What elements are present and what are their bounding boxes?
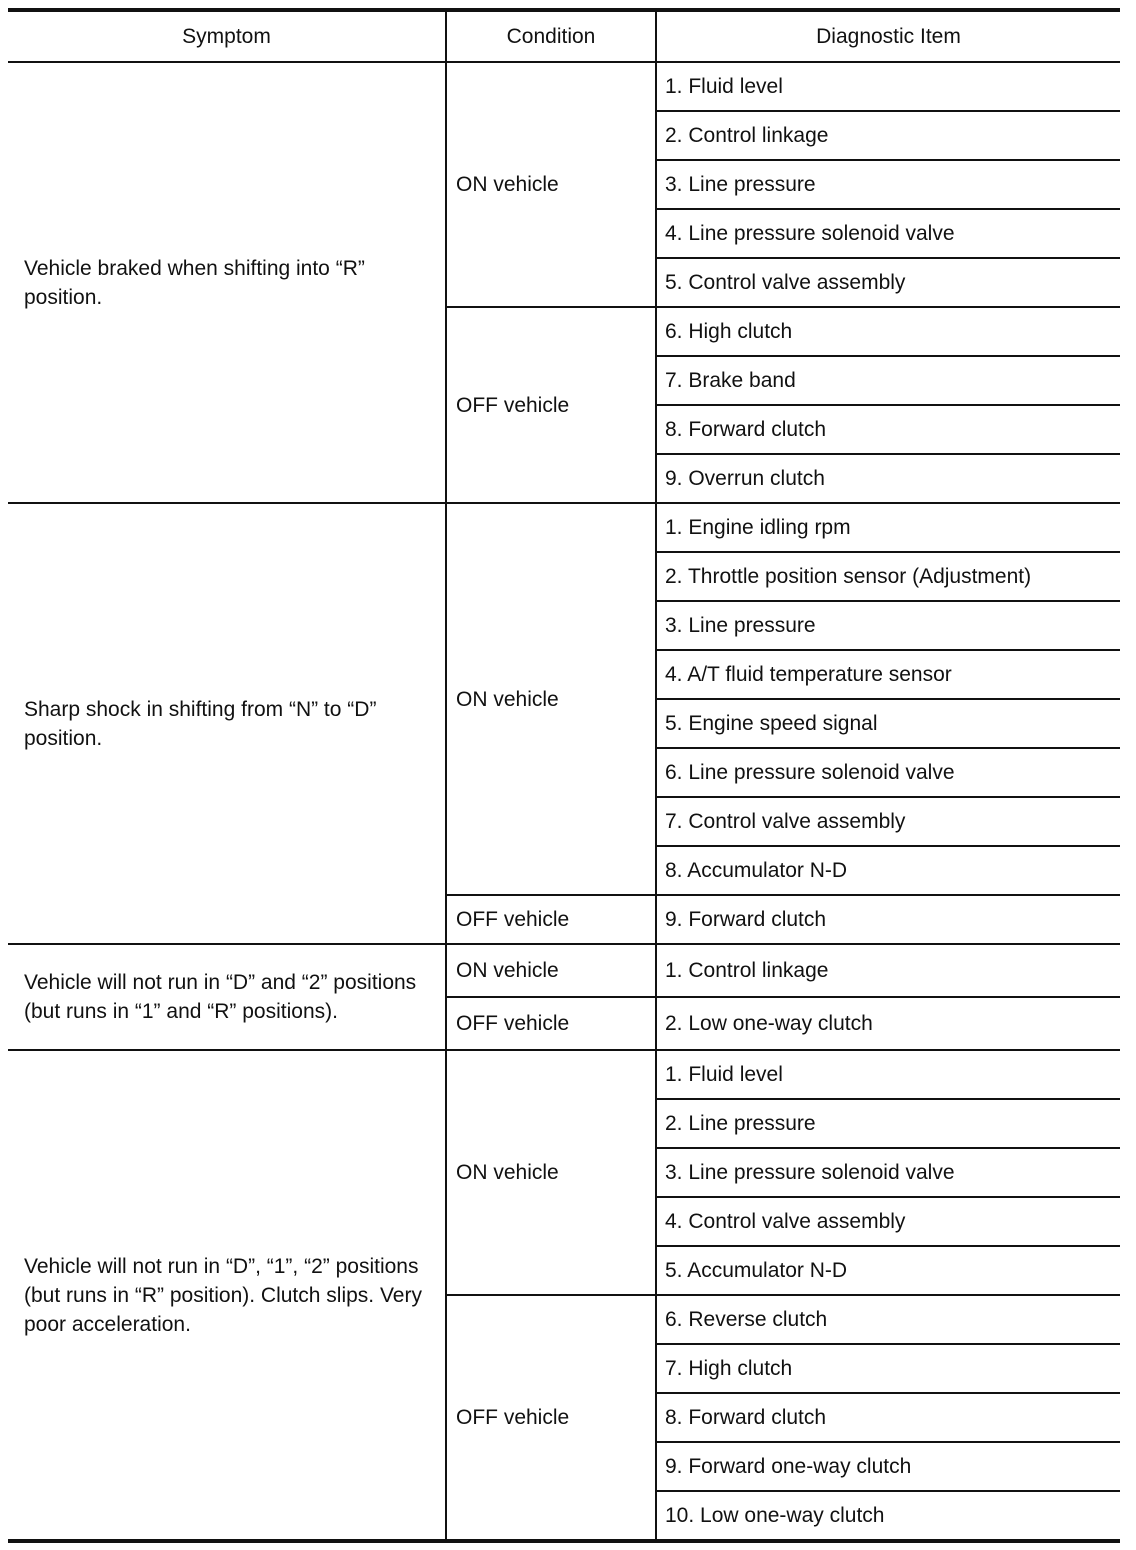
diagnostic-item: 2. Control linkage xyxy=(656,111,1120,160)
diagnostic-item: 9. Overrun clutch xyxy=(656,454,1120,503)
condition-cell: ON vehicle xyxy=(446,944,656,997)
diagnostic-item: 1. Control linkage xyxy=(656,944,1120,997)
condition-cell: OFF vehicle xyxy=(446,895,656,944)
diagnostic-item: 3. Line pressure xyxy=(656,601,1120,650)
diagnostic-item: 1. Fluid level xyxy=(656,1050,1120,1099)
diagnostic-item: 4. Control valve assembly xyxy=(656,1197,1120,1246)
diagnostic-item: 8. Forward clutch xyxy=(656,1393,1120,1442)
header-symptom: Symptom xyxy=(8,10,446,62)
diagnostic-item: 9. Forward clutch xyxy=(656,895,1120,944)
diagnostic-item: 2. Low one-way clutch xyxy=(656,997,1120,1050)
diagnostic-item: 5. Accumulator N-D xyxy=(656,1246,1120,1295)
condition-cell: ON vehicle xyxy=(446,503,656,895)
diagnostic-item: 4. A/T fluid temperature sensor xyxy=(656,650,1120,699)
table-row xyxy=(8,1050,1120,1099)
diagnostic-item: 9. Forward one-way clutch xyxy=(656,1442,1120,1491)
symptom-cell: Sharp shock in shifting from “N” to “D” position. xyxy=(8,503,446,944)
condition-cell: OFF vehicle xyxy=(446,997,656,1050)
diagnostic-item: 5. Control valve assembly xyxy=(656,258,1120,307)
table-row xyxy=(8,944,1120,997)
header-diagnostic-item: Diagnostic Item xyxy=(656,10,1120,62)
diagnostic-item: 7. High clutch xyxy=(656,1344,1120,1393)
diagnostic-item: 8. Forward clutch xyxy=(656,405,1120,454)
diagnostic-item: 5. Engine speed signal xyxy=(656,699,1120,748)
diagnostic-item: 3. Line pressure solenoid valve xyxy=(656,1148,1120,1197)
symptom-cell: Vehicle will not run in “D”, “1”, “2” positions (but runs in “R” position). Clutch slips. Very poor acceleration. xyxy=(8,1050,446,1541)
diagnostic-item: 6. High clutch xyxy=(656,307,1120,356)
diagnostic-item: 1. Engine idling rpm xyxy=(656,503,1120,552)
condition-cell: OFF vehicle xyxy=(446,1295,656,1541)
diagnostic-item: 6. Reverse clutch xyxy=(656,1295,1120,1344)
table-row xyxy=(8,62,1120,111)
diagnostic-table xyxy=(8,8,1120,1543)
diagnostic-item: 8. Accumulator N-D xyxy=(656,846,1120,895)
condition-cell: ON vehicle xyxy=(446,1050,656,1295)
header-condition: Condition xyxy=(446,10,656,62)
diagnostic-item: 2. Throttle position sensor (Adjustment) xyxy=(656,552,1120,601)
diagnostic-item: 7. Control valve assembly xyxy=(656,797,1120,846)
header-row xyxy=(8,10,1120,62)
symptom-cell: Vehicle will not run in “D” and “2” positions (but runs in “1” and “R” positions). xyxy=(8,944,446,1050)
diagnostic-item: 10. Low one-way clutch xyxy=(665,1504,885,1527)
table-row xyxy=(8,503,1120,552)
condition-cell: OFF vehicle xyxy=(446,307,656,503)
diagnostic-item: 7. Brake band xyxy=(656,356,1120,405)
diagnostic-item: 2. Line pressure xyxy=(656,1099,1120,1148)
diagnostic-item: 3. Line pressure xyxy=(656,160,1120,209)
diagnostic-item: 1. Fluid level xyxy=(656,62,1120,111)
diagnostic-item: 4. Line pressure solenoid valve xyxy=(656,209,1120,258)
diagnostic-item: 6. Line pressure solenoid valve xyxy=(656,748,1120,797)
diagnostic-table-page xyxy=(8,8,1120,1543)
symptom-cell: Vehicle braked when shifting into “R” position. xyxy=(8,62,446,503)
condition-cell: ON vehicle xyxy=(446,62,656,307)
